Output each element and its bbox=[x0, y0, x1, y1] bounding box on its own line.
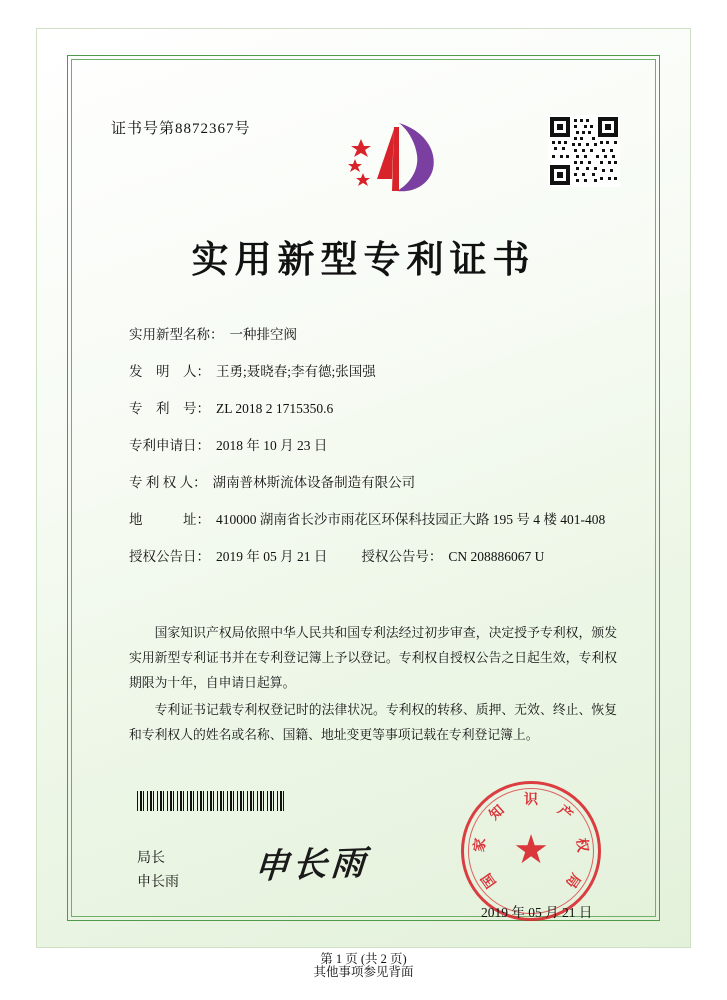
field-row-patentee bbox=[129, 473, 619, 494]
cnipa-logo-icon bbox=[337, 117, 447, 197]
field-value: 王勇;聂晓春;李有德;张国强 bbox=[216, 363, 376, 379]
paragraph-2: 专利证书记载专利权登记时的法律状况。专利权的转移、质押、无效、终止、恢复和专利权人的姓名或名称、国籍、地址变更等事项记载在专利登记簿上。 bbox=[129, 702, 617, 742]
field-label: 发 明 人： bbox=[129, 363, 210, 379]
page-number: 第 1 页 (共 2 页) bbox=[320, 952, 407, 966]
seal-char: 产 bbox=[554, 803, 575, 824]
certificate-number: 证书号第8872367号 bbox=[111, 121, 251, 137]
seal-char: 国 bbox=[479, 869, 500, 891]
field-row-address bbox=[129, 510, 619, 531]
seal-char: 家 bbox=[472, 837, 490, 853]
field-value: 一种排空阀 bbox=[229, 327, 297, 342]
field-value: ZL 2018 2 1715350.6 bbox=[216, 400, 334, 416]
legal-text bbox=[129, 621, 617, 750]
field-value-grant-date: 2019 年 05 月 21 日 bbox=[216, 548, 328, 564]
field-label-grant-number: 授权公告号： bbox=[361, 548, 443, 564]
seal-char: 识 bbox=[524, 793, 538, 808]
field-row-patent-number bbox=[129, 399, 619, 420]
page-title: 实用新型专利证书 bbox=[191, 240, 536, 281]
signature-block bbox=[137, 847, 179, 895]
seal-char: 权 bbox=[572, 837, 590, 853]
field-value: 2018 年 10 月 23 日 bbox=[216, 437, 328, 453]
footer-note: 其他事项参见背面 bbox=[313, 965, 414, 979]
field-label: 专利申请日： bbox=[129, 437, 210, 453]
official-seal bbox=[461, 781, 601, 921]
qr-code-icon bbox=[548, 115, 620, 187]
field-label: 专 利 权 人： bbox=[129, 474, 207, 490]
seal-date: 2019 年 05 月 21 日 bbox=[481, 905, 593, 920]
field-label: 地 址： bbox=[129, 511, 210, 527]
field-row-application-date bbox=[129, 436, 619, 457]
field-row-inventors bbox=[129, 362, 619, 383]
barcode bbox=[137, 791, 287, 811]
field-list bbox=[129, 325, 619, 583]
field-label: 实用新型名称： bbox=[129, 327, 224, 342]
patent-certificate bbox=[36, 28, 691, 966]
field-value: 410000 湖南省长沙市雨花区环保科技园正大路 195 号 4 楼 401-408 bbox=[216, 511, 606, 527]
field-label-grant-date: 授权公告日： bbox=[129, 548, 210, 564]
signature-role: 局长 bbox=[137, 851, 165, 866]
seal-char: 知 bbox=[487, 803, 508, 824]
seal-char: 局 bbox=[562, 869, 583, 891]
field-row-grant bbox=[129, 547, 619, 568]
signature-name: 申长雨 bbox=[137, 874, 179, 890]
field-label: 专 利 号： bbox=[129, 400, 210, 416]
handwritten-signature: 申长雨 bbox=[253, 845, 371, 886]
field-value: 湖南普林斯流体设备制造有限公司 bbox=[212, 474, 416, 490]
seal-emblem-icon: ★ bbox=[513, 827, 549, 873]
field-value-grant-number: CN 208886067 U bbox=[448, 548, 545, 564]
paragraph-1: 国家知识产权局依照中华人民共和国专利法经过初步审查，决定授予专利权，颁发实用新型专利证书并在专利登记簿上予以登记。专利权自授权公告之日起生效，专利权期限为十年，自申请日起算。 bbox=[129, 626, 617, 690]
field-row-name bbox=[129, 325, 619, 346]
